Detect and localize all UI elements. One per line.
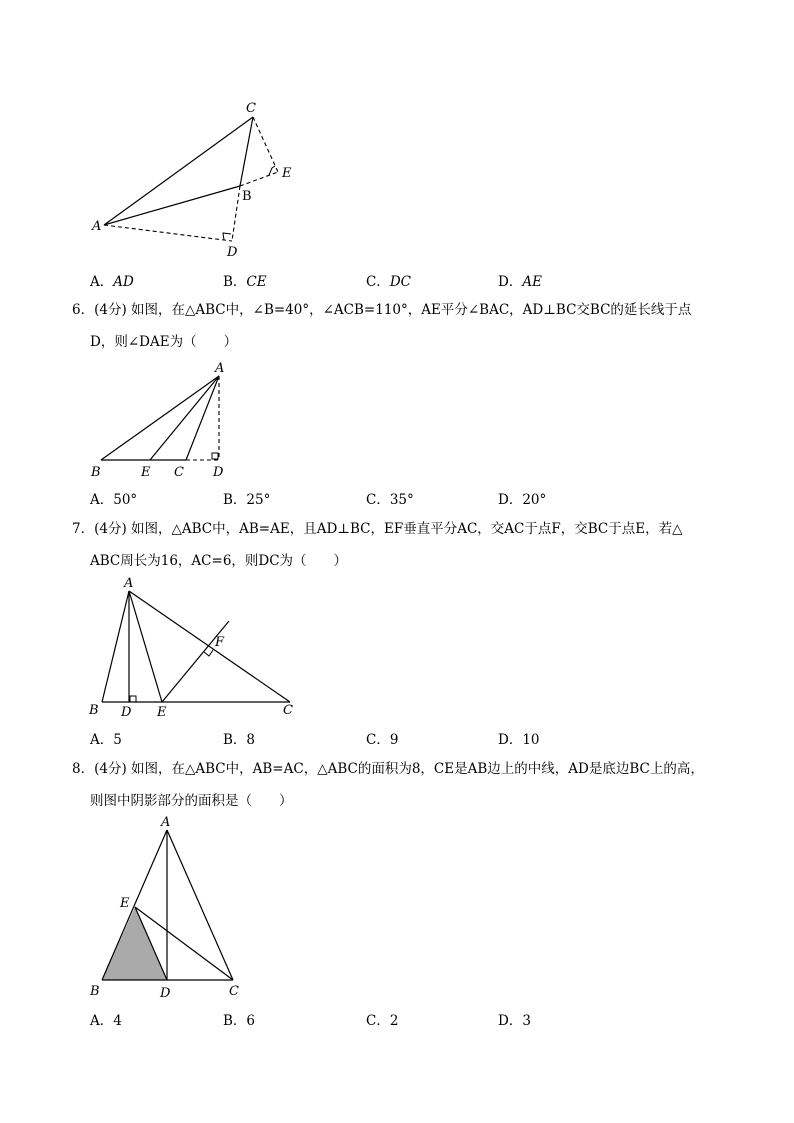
q5-label-D: D — [227, 245, 238, 260]
q8-option-c[interactable]: C．2 — [366, 1013, 399, 1029]
q8-label-B: B — [90, 984, 100, 999]
q5-option-d[interactable]: D．AE — [498, 274, 542, 290]
q6-stem-line2: D，则∠DAE为（ ） — [90, 334, 238, 350]
q7-figure — [85, 574, 305, 720]
q8-stem-line1: 8．(4分) 如图，在△ABC中，AB=AC，△ABC的面积为8，CE是AB边上的中线，AD是底边BC上的高， — [72, 761, 704, 777]
q6-figure — [85, 358, 245, 480]
q5-figure — [80, 95, 320, 265]
q7-right-angle-D — [130, 696, 136, 702]
q8-label-E: E — [120, 896, 130, 911]
q7-label-E: E — [157, 705, 167, 720]
q6-stem-line1: 6．(4分) 如图，在△ABC中，∠B=40°，∠ACB=110°，AE平分∠BAC，AD⊥BC交BC的延长线于点 — [72, 302, 692, 318]
q8-stem-line2: 则图中阴影部分的面积是（ ） — [90, 793, 293, 809]
q6-label-D: D — [213, 465, 224, 480]
q6-option-a[interactable]: A．50° — [90, 492, 138, 508]
q7-option-b[interactable]: B．8 — [223, 732, 256, 748]
question-8 — [72, 753, 732, 817]
q5-option-b[interactable]: B．CE — [223, 274, 267, 290]
q5-seg-CE — [253, 117, 278, 172]
q8-shaded-region-BED — [102, 907, 167, 980]
q5-label-E: E — [282, 166, 292, 181]
q5-seg-AB — [104, 186, 240, 225]
q8-option-d[interactable]: D．3 — [498, 1013, 531, 1029]
q5-option-a[interactable]: A．AD — [90, 274, 134, 290]
q5-seg-BD — [232, 186, 240, 241]
q6-label-E: E — [141, 465, 151, 480]
q7-seg-EF — [162, 621, 229, 702]
q6-right-angle-D — [212, 453, 218, 459]
q7-label-D: D — [121, 705, 132, 720]
q5-right-angle-D — [223, 233, 231, 240]
q7-label-C: C — [283, 703, 293, 718]
q8-label-A: A — [161, 815, 171, 830]
q5-seg-CB — [240, 117, 253, 186]
question-7 — [72, 513, 732, 577]
q7-option-a[interactable]: A．5 — [90, 732, 122, 748]
q5-option-c[interactable]: C．DC — [366, 274, 411, 290]
q7-stem-line1: 7．(4分) 如图，△ABC中，AB=AE，且AD⊥BC，EF垂直平分AC，交AC于点F，交BC于点E，若△ — [72, 521, 683, 537]
q7-option-c[interactable]: C．9 — [366, 732, 399, 748]
q8-label-D: D — [160, 986, 171, 1001]
q5-seg-AC — [104, 117, 253, 225]
q5-seg-AD — [104, 225, 232, 241]
q5-label-A: A — [92, 219, 102, 234]
q6-label-A: A — [215, 361, 225, 376]
q5-label-B: B — [242, 189, 252, 204]
q8-seg-AC — [167, 830, 233, 980]
q6-label-C: C — [174, 465, 184, 480]
q6-label-B: B — [91, 465, 101, 480]
q8-option-b[interactable]: B．6 — [223, 1013, 256, 1029]
q7-seg-AE — [129, 591, 162, 702]
q7-seg-AC — [129, 591, 290, 702]
q7-label-F: F — [215, 635, 225, 650]
q7-label-B: B — [89, 703, 99, 718]
q6-option-d[interactable]: D．20° — [498, 492, 547, 508]
q8-label-C: C — [229, 984, 239, 999]
question-6 — [72, 294, 732, 358]
q7-right-angle-F — [204, 650, 213, 656]
q7-stem-line2: ABC周长为16，AC=6，则DC为（ ） — [90, 553, 348, 569]
q5-seg-BE — [240, 172, 278, 186]
q8-option-a[interactable]: A．4 — [90, 1013, 122, 1029]
q8-figure — [85, 812, 245, 1002]
q5-label-C: C — [246, 101, 256, 116]
q7-option-d[interactable]: D．10 — [498, 732, 540, 748]
q6-option-c[interactable]: C．35° — [366, 492, 414, 508]
q7-seg-AB — [102, 591, 129, 702]
q6-seg-AC — [186, 376, 219, 460]
q6-option-b[interactable]: B．25° — [223, 492, 271, 508]
q7-label-A: A — [124, 576, 134, 591]
